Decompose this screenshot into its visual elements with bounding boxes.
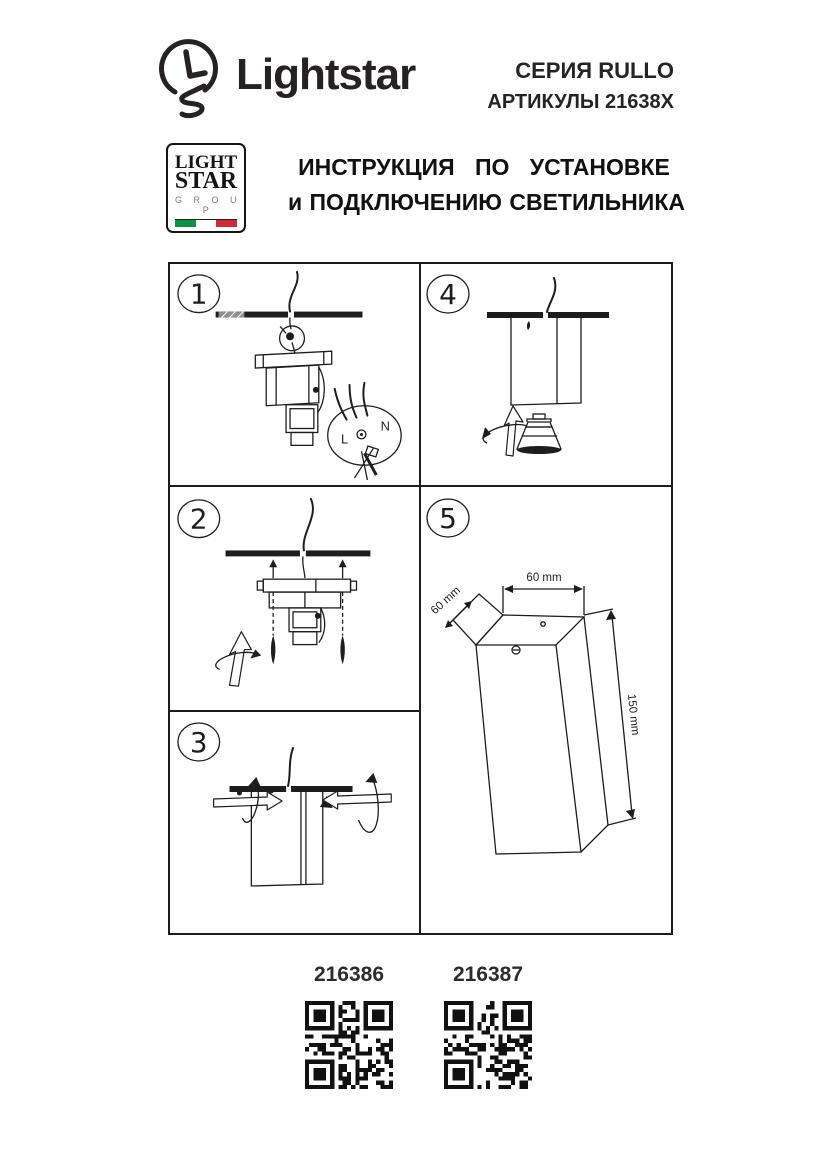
qr-code <box>444 1001 532 1089</box>
svg-text:150 mm: 150 mm <box>624 693 642 736</box>
svg-text:4: 4 <box>439 278 457 311</box>
step-2-illustration <box>170 487 419 710</box>
logo-group-text: G R O U P <box>174 195 241 215</box>
svg-text:L: L <box>341 431 349 447</box>
step-panel-1 <box>170 264 421 487</box>
mains-cable <box>547 278 555 312</box>
instruction-title <box>288 154 685 216</box>
step-panel-2 <box>170 487 421 712</box>
screw-direction-arrows <box>269 559 346 578</box>
brand-wordmark: Lightstar <box>236 50 416 99</box>
terminal-detail <box>328 383 401 480</box>
ceiling <box>487 311 609 319</box>
ceiling <box>230 785 353 793</box>
svg-text:N: N <box>380 418 390 434</box>
logo-star-text: STAR <box>174 168 238 194</box>
qr-code <box>305 1001 393 1089</box>
step-1-illustration <box>170 264 419 485</box>
step-number-badge <box>178 723 220 761</box>
instruction-title-line1: ИНСТРУКЦИЯ ПО УСТАНОВКЕ <box>298 154 670 180</box>
lamp-body <box>251 792 322 886</box>
width-dimension <box>503 572 584 615</box>
product-code-label: 216387 <box>452 963 524 986</box>
step-panel-4 <box>421 264 671 487</box>
mounting-bracket <box>257 579 356 644</box>
step-number-badge <box>427 499 469 537</box>
step-3-illustration <box>170 712 419 933</box>
italy-flag <box>175 219 237 227</box>
gu10-bulb-icon <box>517 414 561 454</box>
lamp-body <box>511 318 581 405</box>
step-4-illustration <box>421 264 671 485</box>
product-code-label: 216386 <box>313 963 385 986</box>
right-screw-arrow <box>320 773 391 832</box>
instruction-grid <box>168 262 673 935</box>
lightstar-group-logo <box>166 143 246 233</box>
lamp-body-3d <box>453 594 608 854</box>
series-block <box>487 58 674 114</box>
depth-dimension <box>429 585 472 628</box>
lightstar-bulb-icon <box>158 34 234 126</box>
article-number: АРТИКУЛЫ 21638X <box>487 91 674 113</box>
svg-text:60 mm: 60 mm <box>428 584 464 617</box>
svg-text:60 mm: 60 mm <box>526 572 562 584</box>
mains-cable <box>289 272 297 329</box>
step-number-badge <box>178 275 220 313</box>
svg-text:1: 1 <box>189 277 208 311</box>
instruction-title-line2: и ПОДКЛЮЧЕНИЮ СВЕТИЛЬНИКА <box>288 189 685 215</box>
svg-text:3: 3 <box>189 725 208 760</box>
step-panel-5 <box>421 487 671 933</box>
ceiling <box>226 549 371 557</box>
svg-text:2: 2 <box>189 502 208 536</box>
step-number-badge <box>427 275 469 313</box>
svg-text:5: 5 <box>439 502 457 535</box>
cable-hole-detail <box>280 326 305 353</box>
rotation-arrow-icon <box>216 632 262 687</box>
mains-cable <box>303 499 313 578</box>
step-number-badge <box>178 500 220 538</box>
height-dimension <box>584 609 641 825</box>
mounting-bracket <box>255 351 331 445</box>
ceiling <box>216 311 363 319</box>
logo-light-text: LIGHT <box>174 152 238 173</box>
step-panel-3 <box>170 712 421 933</box>
series-title: СЕРИЯ RULLO <box>515 58 674 83</box>
mains-cable <box>288 748 293 786</box>
step-5-dimensions-drawing <box>421 487 671 933</box>
left-screw-arrow <box>214 777 282 822</box>
